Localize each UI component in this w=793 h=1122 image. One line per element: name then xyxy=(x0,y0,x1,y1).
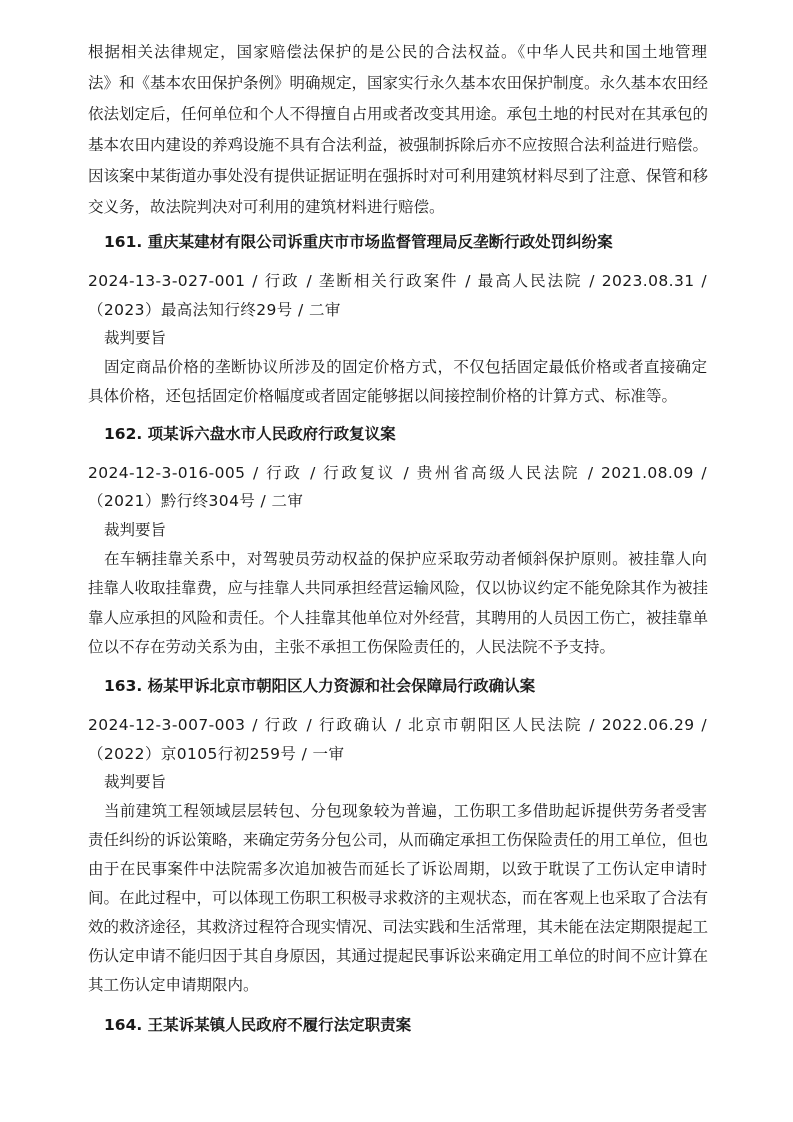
intro-line: 因该案中某街道办事处没有提供证据证明在强拆时对可利用建筑材料尽到了注意、保管和移 xyxy=(88,167,709,185)
case-meta: 2024-12-3-016-005 / 行政 / 行政复议 / 贵州省高级人民法院 / 2021.08.09 / xyxy=(88,464,707,482)
case-body-line: 伤认定申请不能归因于其自身原因，其通过提起民事诉讼来确定用工单位的时间不应计算在 xyxy=(88,947,709,965)
case-meta: （2022）京0105行初259号 / 一审 xyxy=(88,745,345,763)
case-title: 162. 项某诉六盘水市人民政府行政复议案 xyxy=(104,425,396,443)
case-body-line: 具体价格，还包括固定价格幅度或者固定能够据以间接控制价格的计算方式、标准等。 xyxy=(88,387,678,405)
case-label: 裁判要旨 xyxy=(104,521,167,539)
case-meta: （2021）黔行终304号 / 二审 xyxy=(88,492,304,510)
case-meta: 2024-13-3-027-001 / 行政 / 垄断相关行政案件 / 最高人民法院 / 2023.08.31 / xyxy=(88,272,707,290)
case-label: 裁判要旨 xyxy=(104,329,167,347)
intro-line: 基本农田内建设的养鸡设施不具有合法利益，被强制拆除后亦不应按照合法利益进行赔偿。 xyxy=(88,136,709,154)
case-body-line: 挂靠人收取挂靠费，应与挂靠人共同承担经营运输风险，仅以协议约定不能免除其作为被挂 xyxy=(88,579,709,597)
case-body-line: 责任纠纷的诉讼策略，来确定劳务分包公司，从而确定承担工伤保险责任的用工单位，但也 xyxy=(88,831,709,849)
intro-line: 根据相关法律规定，国家赔偿法保护的是公民的合法权益。《中华人民共和国土地管理 xyxy=(88,43,707,61)
intro-line: 交义务，故法院判决对可利用的建筑材料进行赔偿。 xyxy=(88,198,445,216)
intro-line: 依法划定后，任何单位和个人不得擅自占用或者改变其用途。承包土地的村民对在其承包的 xyxy=(88,105,709,123)
case-body-line: 固定商品价格的垄断协议所涉及的固定价格方式，不仅包括固定最低价格或者直接确定 xyxy=(104,358,707,376)
case-body-line: 间。在此过程中，可以体现工伤职工积极寻求救济的主观状态，而在客观上也采取了合法有 xyxy=(88,889,709,907)
case-body-line: 靠人应承担的风险和责任。个人挂靠其他单位对外经营，其聘用的人员因工伤亡，被挂靠单 xyxy=(88,609,709,627)
case-meta: 2024-12-3-007-003 / 行政 / 行政确认 / 北京市朝阳区人民法院 / 2022.06.29 / xyxy=(88,716,707,734)
case-body-line: 其工伤认定申请期限内。 xyxy=(88,976,259,994)
case-body-line: 由于在民事案件中法院需多次追加被告而延长了诉讼周期，以致于耽误了工伤认定申请时 xyxy=(88,860,707,878)
case-body-line: 在车辆挂靠关系中，对驾驶员劳动权益的保护应采取劳动者倾斜保护原则。被挂靠人向 xyxy=(104,550,707,568)
intro-line: 法》和《基本农田保护条例》明确规定，国家实行永久基本农田保护制度。永久基本农田经 xyxy=(88,74,709,92)
case-body-line: 位以不存在劳动关系为由，主张不承担工伤保险责任的，人民法院不予支持。 xyxy=(88,638,616,656)
case-label: 裁判要旨 xyxy=(104,773,167,791)
case-title: 164. 王某诉某镇人民政府不履行法定职责案 xyxy=(104,1016,412,1034)
case-body-line: 当前建筑工程领域层层转包、分包现象较为普遍，工伤职工多借助起诉提供劳务者受害 xyxy=(104,802,707,820)
case-title: 161. 重庆某建材有限公司诉重庆市市场监督管理局反垄断行政处罚纠纷案 xyxy=(104,233,613,251)
case-body-line: 效的救济途径，其救济过程符合现实情况、司法实践和生活常理，其未能在法定期限提起工 xyxy=(88,918,709,936)
case-meta: （2023）最高法知行终29号 / 二审 xyxy=(88,301,341,319)
case-title: 163. 杨某甲诉北京市朝阳区人力资源和社会保障局行政确认案 xyxy=(104,677,536,695)
